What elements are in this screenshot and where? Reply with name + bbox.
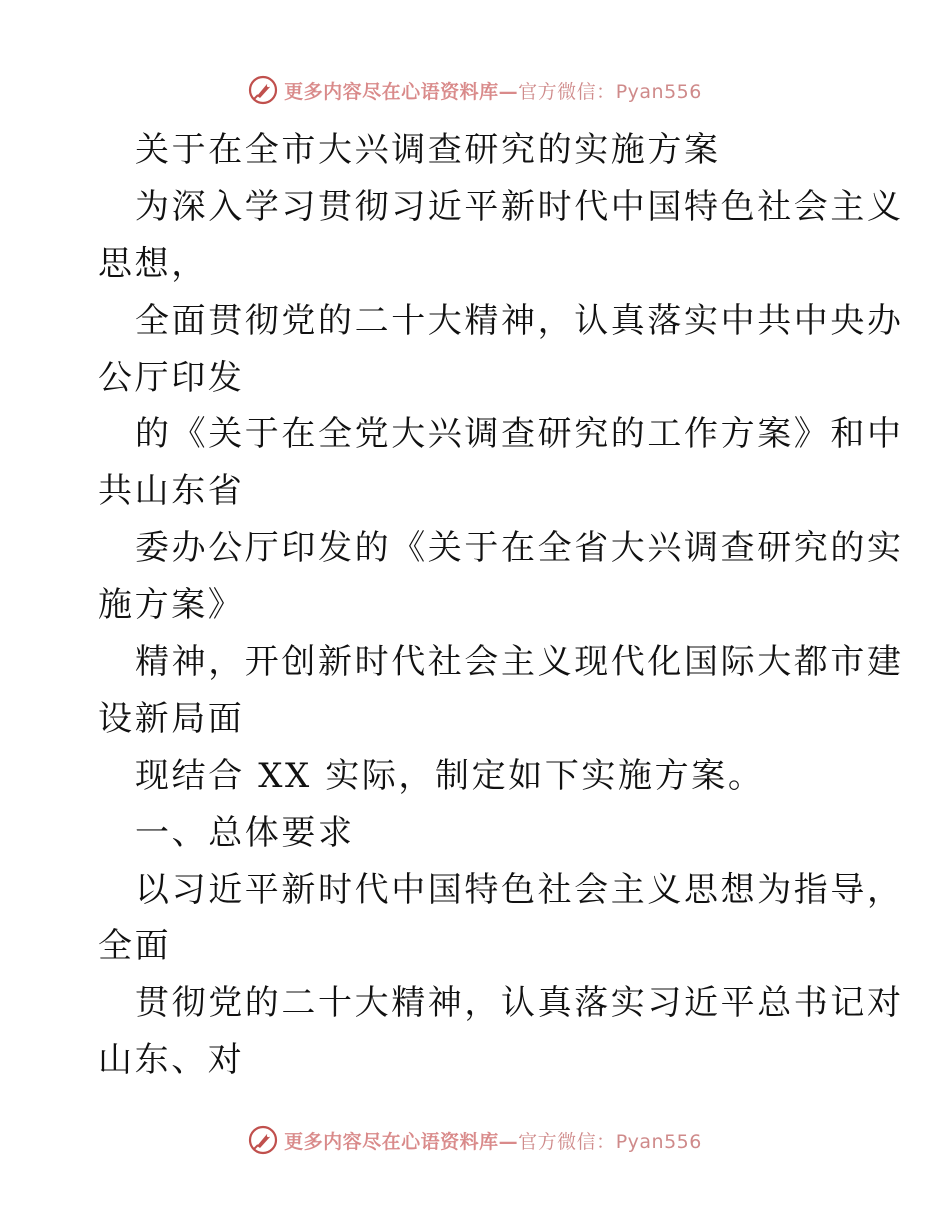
watermark-text: [284, 1127, 702, 1154]
document-line: 山东、对: [98, 1040, 245, 1081]
watermark-wechat-id: Pyan556: [615, 1130, 702, 1153]
pen-nib-logo-icon: [248, 75, 278, 105]
section-heading: 一、总体要求: [135, 812, 355, 853]
watermark-wechat-id: Pyan556: [615, 80, 702, 103]
document-line: 精神，开创新时代社会主义现代化国际大都市建: [135, 642, 904, 683]
watermark-dash: —: [498, 1130, 519, 1153]
document-line: 委办公厅印发的《关于在全省大兴调查研究的实: [135, 528, 904, 569]
document-line: 设新局面: [98, 698, 245, 739]
watermark-dash: —: [498, 80, 519, 103]
document-line: 以习近平新时代中国特色社会主义思想为指导，: [135, 869, 904, 910]
document-line: 贯彻党的二十大精神，认真落实习近平总书记对: [135, 983, 904, 1024]
watermark-site: 更多内容尽在心语资料库: [284, 1130, 499, 1153]
document-line: 全面: [98, 926, 172, 967]
document-line: 的《关于在全党大兴调查研究的工作方案》和中: [135, 414, 904, 455]
footer-watermark: [0, 1120, 950, 1160]
document-line: 施方案》: [98, 585, 245, 626]
header-watermark: [0, 70, 950, 110]
document-line: 全面贯彻党的二十大精神，认真落实中共中央办: [135, 300, 904, 341]
pen-nib-logo-icon: [248, 1125, 278, 1155]
watermark-text: [284, 77, 702, 104]
document-body: [98, 122, 904, 1089]
document-line: 为深入学习贯彻习近平新时代中国特色社会主义: [135, 186, 904, 227]
watermark-site: 更多内容尽在心语资料库: [284, 80, 499, 103]
document-line: 思想，: [98, 243, 208, 284]
watermark-wechat-label: 官方微信：: [518, 1130, 616, 1153]
document-line: 共山东省: [98, 471, 245, 512]
watermark-wechat-label: 官方微信：: [518, 80, 616, 103]
document-title: 关于在全市大兴调查研究的实施方案: [135, 130, 721, 170]
document-line: 现结合 XX 实际，制定如下实施方案。: [135, 755, 765, 796]
document-line: 公厅印发: [98, 357, 245, 398]
